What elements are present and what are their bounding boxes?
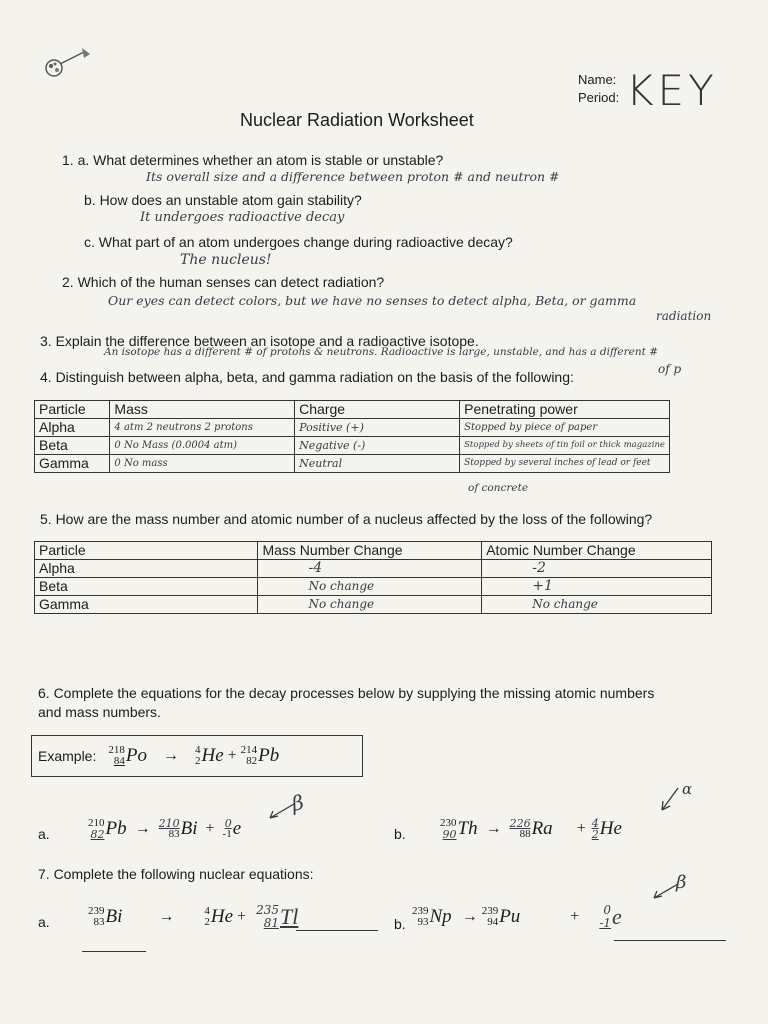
atomic-number: 84: [113, 755, 125, 767]
mass-number: 230: [440, 817, 457, 829]
q7a-equation: [88, 900, 298, 934]
mass-number: 239: [412, 905, 429, 917]
q6a-label: a.: [38, 826, 50, 842]
nuclide-bi: [88, 906, 122, 928]
mass-number: 210: [158, 817, 180, 830]
q6a-equation: [88, 812, 241, 846]
q7b-equation: [412, 900, 622, 934]
atomic-number: 2: [194, 755, 201, 767]
table-header: Particle: [35, 401, 110, 419]
table-cell: Beta: [35, 578, 258, 596]
q2-answer: Our eyes can detect colors, but we have no senses to detect alpha, Beta, or gamma: [108, 293, 637, 308]
nuclide-np: [412, 906, 452, 928]
table-header-row: [35, 401, 670, 419]
plus: +: [576, 820, 586, 837]
example-equation: [38, 740, 279, 772]
table-row: [35, 560, 712, 578]
table-cell: No change: [258, 578, 482, 596]
nuclide-ra: [510, 818, 553, 840]
atom-logo-icon: [40, 46, 96, 82]
table-row: [35, 419, 670, 437]
table-cell: Gamma: [35, 455, 110, 473]
nuclide-pb: [241, 745, 280, 767]
q1b-question: b. How does an unstable atom gain stability?: [84, 192, 362, 208]
atomic-number: 83: [93, 916, 105, 928]
atomic-number: 83: [168, 828, 180, 840]
q1c-answer: The nucleus!: [180, 252, 272, 268]
arrow: →: [162, 747, 179, 764]
mass-number: 226: [509, 817, 531, 830]
table-cell: Alpha: [35, 560, 258, 578]
mass-number: 0: [603, 903, 612, 917]
table-cell: 0 No Mass (0.0004 atm): [110, 437, 295, 455]
table-header: Atomic Number Change: [482, 542, 712, 560]
plus: +: [570, 908, 580, 925]
element-symbol: He: [201, 745, 224, 766]
mass-number: 0: [224, 817, 232, 830]
q7a-label: a.: [38, 914, 50, 930]
table-cell: -2: [482, 560, 712, 578]
nuclide-po: [108, 745, 147, 767]
radiation-table: [34, 400, 670, 473]
arrow: →: [485, 820, 502, 837]
arrow: →: [158, 908, 175, 925]
table-header: Particle: [35, 542, 258, 560]
q1a-answer: Its overall size and a difference between proton # and neutron #: [146, 169, 560, 184]
table-cell: -4: [258, 560, 482, 578]
q3-answer-cont: of p: [658, 362, 682, 376]
q3-answer: An isotope has a different # of protons & neutrons. Radioactive is large, unstable, and has a different #: [104, 346, 658, 358]
q1b-answer: It undergoes radioactive decay: [140, 210, 345, 225]
table-cell: 4 atm 2 neutrons 2 protons: [110, 419, 295, 437]
mass-number: 239: [88, 905, 105, 917]
mass-number: 4: [204, 905, 210, 917]
atomic-number: -1: [599, 916, 612, 930]
table-header: Charge: [295, 401, 460, 419]
q6a-beta-note: β: [289, 789, 306, 816]
mass-number: 239: [481, 905, 499, 917]
atomic-number: 82: [246, 755, 258, 767]
nuclide-tl: [256, 904, 298, 930]
element-symbol: Po: [125, 745, 147, 766]
mass-number: 4: [194, 744, 201, 756]
table-header: Penetrating power: [460, 401, 670, 419]
nuclide-pb: [88, 818, 127, 840]
q4-overflow: of concrete: [468, 482, 529, 494]
atomic-number: 93: [417, 916, 429, 928]
atomic-number: 81: [263, 916, 279, 930]
table-cell: Alpha: [35, 419, 110, 437]
mass-number: 210: [88, 817, 105, 829]
table-cell: No change: [482, 596, 712, 614]
q7b-beta-note: β: [676, 872, 687, 893]
name-value: KEY: [626, 66, 718, 115]
name-label: Name:: [578, 72, 617, 87]
nuclide-e: [223, 818, 242, 840]
table-cell: Negative (-): [295, 437, 460, 455]
atomic-number: 90: [442, 828, 457, 841]
plus: +: [227, 747, 237, 764]
mass-number: 4: [591, 817, 599, 830]
table-header-row: [35, 542, 712, 560]
atomic-number: 82: [90, 828, 105, 841]
table-header: Mass Number Change: [258, 542, 482, 560]
mass-number: 214: [240, 744, 258, 756]
nuclide-bi: [159, 818, 198, 840]
nuclide-he: [204, 906, 233, 928]
q5-question: 5. How are the mass number and atomic number of a nucleus affected by the loss of the following?: [40, 511, 653, 527]
change-table: [34, 541, 712, 614]
element-symbol: Pb: [105, 818, 127, 839]
table-row: [35, 437, 670, 455]
arrow: →: [134, 820, 151, 837]
q2-answer-cont: radiation: [656, 309, 712, 323]
plus: +: [205, 820, 215, 837]
q4-question: 4. Distinguish between alpha, beta, and gamma radiation on the basis of the following:: [40, 369, 574, 385]
element-symbol: e: [612, 904, 622, 929]
element-symbol: Bi: [180, 818, 198, 839]
plus: +: [237, 908, 247, 925]
arrow-note-icon: [266, 800, 296, 822]
q6b-label: b.: [394, 826, 406, 842]
element-symbol: Tl: [279, 904, 299, 929]
q2-question: 2. Which of the human senses can detect radiation?: [62, 274, 385, 290]
element-symbol: He: [210, 906, 234, 927]
nuclide-pu: [482, 906, 521, 928]
q3-question: 3. Explain the difference between an isotope and a radioactive isotope.: [40, 333, 479, 349]
table-cell: Neutral: [295, 455, 460, 473]
table-cell: No change: [258, 596, 482, 614]
nuclide-e: [599, 904, 621, 930]
table-cell: Stopped by piece of paper: [460, 419, 670, 437]
nuclide-he: [592, 818, 622, 840]
table-cell: 0 No mass: [110, 455, 295, 473]
q6b-equation: [440, 812, 622, 846]
q6-question: 6. Complete the equations for the decay processes below by supplying the missing atomic numbers: [38, 685, 655, 701]
element-symbol: Np: [429, 906, 452, 927]
q6-question-cont: and mass numbers.: [38, 704, 161, 720]
atomic-number: 2: [204, 916, 210, 928]
page-title: Nuclear Radiation Worksheet: [240, 110, 474, 130]
arrow-note-icon: [652, 786, 682, 814]
atomic-number: -1: [222, 828, 232, 840]
atomic-number: 2: [591, 828, 599, 841]
atomic-number: 94: [487, 916, 499, 928]
element-symbol: Bi: [105, 906, 123, 927]
table-row: [35, 455, 670, 473]
answer-line: [614, 940, 726, 941]
element-symbol: Pu: [499, 906, 521, 927]
q6b-alpha-note: α: [682, 780, 693, 798]
element-symbol: Pb: [258, 745, 280, 766]
q7b-label: b.: [394, 916, 406, 932]
answer-line: [82, 951, 146, 952]
table-cell: +1: [482, 578, 712, 596]
table-cell: Gamma: [35, 596, 258, 614]
element-symbol: Ra: [531, 818, 553, 839]
table-header: Mass: [110, 401, 295, 419]
atomic-number: 88: [519, 828, 531, 840]
period-label: Period:: [578, 90, 620, 105]
table-cell: Positive (+): [295, 419, 460, 437]
arrow-note-icon: [650, 880, 680, 902]
element-symbol: e: [232, 818, 242, 839]
table-row: [35, 596, 712, 614]
nuclide-he: [195, 745, 224, 767]
q1c-question: c. What part of an atom undergoes change during radioactive decay?: [84, 234, 513, 250]
arrow: →: [461, 908, 478, 925]
mass-number: 218: [108, 744, 125, 756]
table-row: [35, 578, 712, 596]
q1a-question: 1. a. What determines whether an atom is stable or unstable?: [62, 152, 444, 168]
q7-question: 7. Complete the following nuclear equations:: [38, 866, 314, 882]
element-symbol: Th: [457, 818, 478, 839]
nuclide-th: [440, 818, 478, 840]
answer-line: [296, 930, 378, 931]
table-cell: Stopped by sheets of tin foil or thick magazine: [460, 437, 670, 455]
element-symbol: He: [599, 818, 622, 839]
table-cell: Beta: [35, 437, 110, 455]
example-label: Example:: [38, 748, 97, 764]
table-cell: Stopped by several inches of lead or feet: [460, 455, 670, 473]
mass-number: 235: [256, 903, 279, 917]
